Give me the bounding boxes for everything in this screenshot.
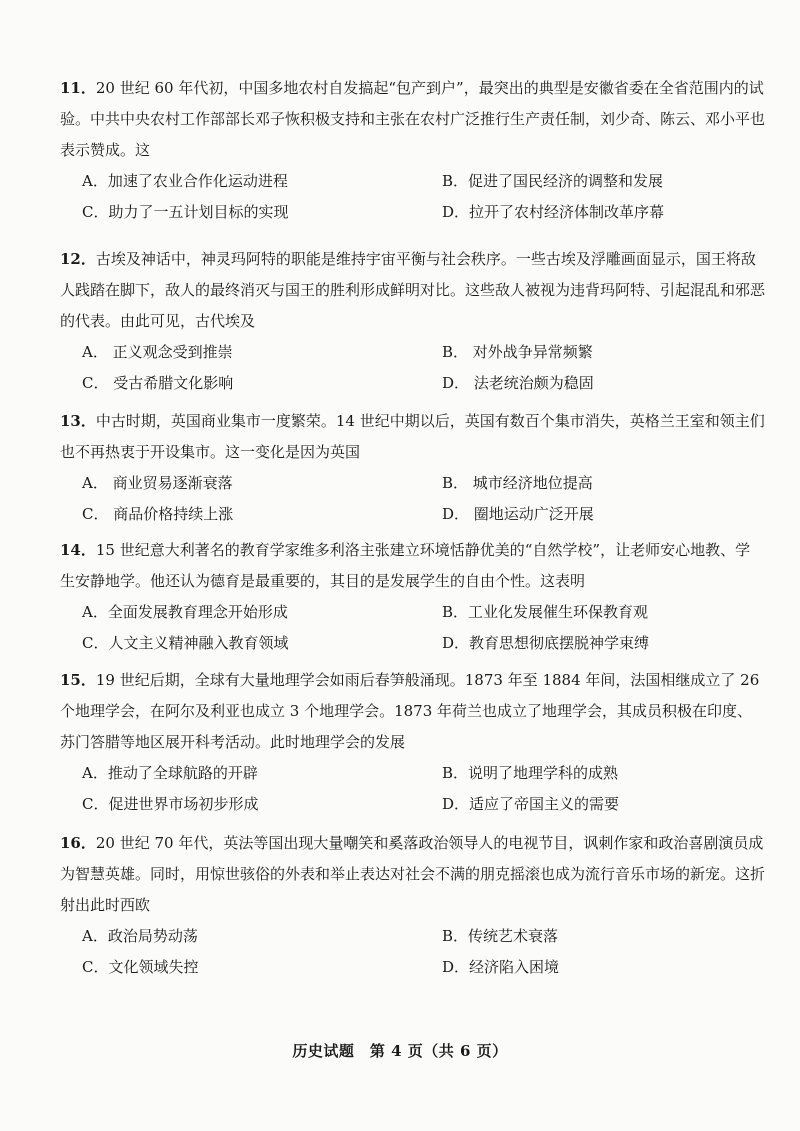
option-c[interactable]: C．文化领域失控 — [82, 958, 199, 976]
question-number: 12． — [60, 250, 96, 268]
option-d[interactable]: D．教育思想彻底摆脱神学束缚 — [442, 634, 650, 652]
question-stem — [60, 665, 765, 758]
question-15 — [60, 665, 765, 820]
options — [60, 597, 765, 659]
option-b[interactable]: B．说明了地理学科的成熟 — [442, 764, 619, 782]
question-number: 13． — [60, 412, 96, 430]
question-stem — [60, 73, 765, 166]
question-text: 古埃及神话中，神灵玛阿特的职能是维持宇宙平衡与社会秩序。一些古埃及浮雕画面显示，国王将敌人践踏在脚下，敌人的最终消灭与国王的胜利形成鲜明对比。这些敌人被视为违背玛阿特、引起混乱和邪恶的代表。由此可见，古代埃及 — [60, 250, 766, 330]
option-d[interactable]: D． 法老统治颇为稳固 — [442, 374, 594, 392]
option-a[interactable]: A．推动了全球航路的开辟 — [82, 764, 258, 782]
option-c[interactable]: C． 商品价格持续上涨 — [82, 505, 234, 523]
options — [60, 166, 765, 228]
option-c[interactable]: C．助力了一五计划目标的实现 — [82, 203, 289, 221]
question-number: 14． — [60, 541, 96, 559]
options — [60, 337, 765, 399]
question-stem — [60, 244, 765, 337]
question-14 — [60, 535, 765, 659]
question-text: 20 世纪 70 年代，英法等国出现大量嘲笑和奚落政治领导人的电视节目，讽刺作家和政治喜剧演员成为智慧英雄。同时，用惊世骇俗的外表和举止表达对社会不满的朋克摇滚也成为流行音乐市场的新宠。这折射出此时西欧 — [60, 834, 766, 914]
question-stem — [60, 828, 765, 921]
options — [60, 921, 765, 983]
question-stem — [60, 535, 765, 597]
option-d[interactable]: D． 圈地运动广泛开展 — [442, 505, 594, 523]
question-11 — [60, 73, 765, 228]
option-b[interactable]: B．工业化发展催生环保教育观 — [442, 603, 649, 621]
question-number: 16． — [60, 834, 96, 852]
question-13 — [60, 406, 765, 530]
question-number: 15． — [60, 671, 96, 689]
option-b[interactable]: B．促进了国民经济的调整和发展 — [442, 172, 664, 190]
question-16 — [60, 828, 765, 983]
options — [60, 468, 765, 530]
option-a[interactable]: A．全面发展教育理念开始形成 — [82, 603, 288, 621]
question-text: 15 世纪意大利著名的教育学家维多利洛主张建立环境恬静优美的“自然学校”，让老师安心地教、学生安静地学。他还认为德育是最重要的，其目的是发展学生的自由个性。这表明 — [60, 541, 751, 590]
option-d[interactable]: D．经济陷入困境 — [442, 958, 560, 976]
option-d[interactable]: D．适应了帝国主义的需要 — [442, 795, 620, 813]
question-text: 19 世纪后期，全球有大量地理学会如雨后春笋般涌现。1873 年至 1884 年间，法国相继成立了 26 个地理学会，在阿尔及利亚也成立 3 个地理学会。1873 年荷兰也成立了地理学会，其成员积极在印度、苏门答腊等地区展开科考活动。此时地理学会的发展 — [60, 671, 760, 751]
question-12 — [60, 244, 765, 399]
option-b[interactable]: B．传统艺术衰落 — [442, 927, 559, 945]
question-stem — [60, 406, 765, 468]
option-c[interactable]: C．促进世界市场初步形成 — [82, 795, 259, 813]
question-text: 中古时期，英国商业集市一度繁荣。14 世纪中期以后，英国有数百个集市消失，英格兰王室和领主们也不再热衷于开设集市。这一变化是因为英国 — [60, 412, 765, 461]
option-b[interactable]: B． 城市经济地位提高 — [442, 474, 593, 492]
options — [60, 758, 765, 820]
option-a[interactable]: A．加速了农业合作化运动进程 — [82, 172, 288, 190]
option-a[interactable]: A． 正义观念受到推崇 — [82, 343, 233, 361]
option-b[interactable]: B． 对外战争异常频繁 — [442, 343, 593, 361]
question-number: 11． — [60, 79, 96, 97]
option-d[interactable]: D．拉开了农村经济体制改革序幕 — [442, 203, 665, 221]
option-c[interactable]: C．人文主义精神融入教育领域 — [82, 634, 289, 652]
question-text: 20 世纪 60 年代初，中国多地农村自发搞起“包产到户”，最突出的典型是安徽省委在全省范围内的试验。中共中央农村工作部部长邓子恢积极支持和主张在农村广泛推行生产责任制，刘少奇、陈云、邓小平也表示赞成。这 — [60, 79, 766, 159]
page-footer: 历史试题 第 4 页（共 6 页） — [292, 1042, 508, 1060]
option-c[interactable]: C． 受古希腊文化影响 — [82, 374, 234, 392]
option-a[interactable]: A．政治局势动荡 — [82, 927, 198, 945]
option-a[interactable]: A． 商业贸易逐渐衰落 — [82, 474, 233, 492]
